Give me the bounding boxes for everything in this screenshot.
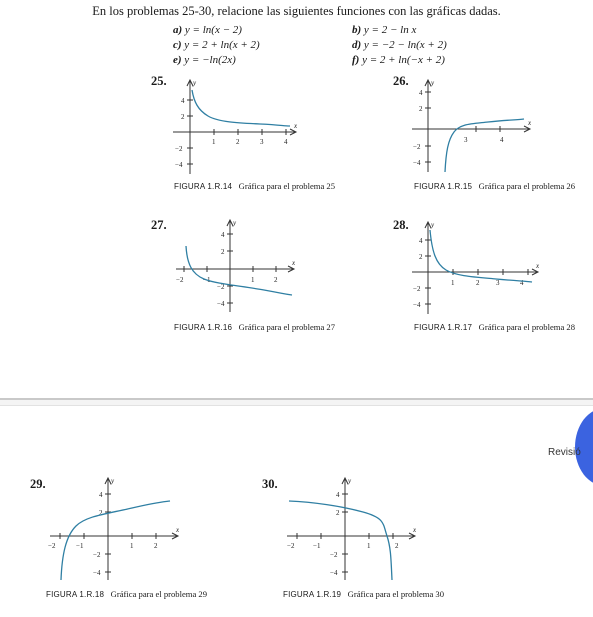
- x-tick-label: 2: [274, 276, 278, 284]
- y-tick-label: 2: [221, 248, 225, 256]
- x-tick-label: −1: [203, 276, 211, 284]
- y-tick-label: −2: [175, 145, 183, 153]
- y-axis-label: y: [193, 79, 197, 87]
- caption-text: Gráfica para el problema 28: [478, 322, 576, 332]
- function-d: [352, 39, 447, 51]
- function-label: a): [173, 24, 183, 36]
- function-c: [173, 39, 260, 51]
- figure-number: FIGURA 1.R.14: [174, 182, 233, 191]
- y-tick-label: 4: [419, 237, 423, 245]
- function-label: f): [352, 54, 360, 66]
- figure-caption: [414, 322, 589, 333]
- y-tick-label: −2: [93, 551, 101, 559]
- x-tick-label: −1: [313, 542, 321, 550]
- function-b: [352, 24, 416, 36]
- problem-number: 28.: [393, 218, 409, 232]
- x-tick-label: 2: [154, 542, 158, 550]
- function-expr: y = 2 + ln(x + 2): [184, 39, 260, 51]
- graph-25: [168, 74, 308, 174]
- x-tick-label: 1: [212, 138, 216, 146]
- figure-number: FIGURA 1.R.16: [174, 323, 233, 332]
- function-expr: y = −2 − ln(x + 2): [363, 39, 447, 51]
- revision-label[interactable]: Revisió: [548, 447, 581, 458]
- curve: [61, 501, 170, 580]
- function-expr: y = ln(x − 2): [184, 24, 242, 36]
- figure-number: FIGURA 1.R.17: [414, 323, 473, 332]
- x-tick-label: −1: [76, 542, 84, 550]
- function-f: [352, 54, 445, 66]
- curve: [430, 230, 532, 282]
- function-label: c): [173, 39, 182, 51]
- y-tick-label: 2: [419, 105, 423, 113]
- function-e: [173, 54, 236, 66]
- function-expr: y = −ln(2x): [184, 54, 236, 66]
- y-axis-label: y: [431, 79, 435, 87]
- figure-number: FIGURA 1.R.15: [414, 182, 473, 191]
- x-axis-label: x: [536, 262, 540, 270]
- curve: [192, 90, 290, 126]
- graph-27: [172, 216, 302, 316]
- caption-text: Gráfica para el problema 26: [478, 181, 576, 191]
- x-tick-label: −2: [48, 542, 56, 550]
- figure-caption: [283, 589, 473, 600]
- graph-28: [408, 216, 548, 316]
- x-tick-label: 2: [395, 542, 399, 550]
- figure-caption: [46, 589, 236, 600]
- figure-number: FIGURA 1.R.18: [46, 590, 105, 599]
- function-expr: y = 2 + ln(−x + 2): [362, 54, 445, 66]
- figure-number: FIGURA 1.R.19: [283, 590, 342, 599]
- figure-caption: [414, 181, 579, 192]
- problem-number: 29.: [30, 477, 46, 491]
- problem-number: 25.: [151, 74, 167, 88]
- y-tick-label: −4: [413, 301, 421, 309]
- x-axis-label: x: [294, 122, 298, 130]
- y-tick-label: −2: [217, 283, 225, 291]
- x-tick-label: 4: [284, 138, 288, 146]
- problem-number: 27.: [151, 218, 167, 232]
- figure-caption: [174, 181, 339, 192]
- y-tick-label: −4: [330, 569, 338, 577]
- x-axis-label: x: [413, 526, 417, 534]
- function-label: e): [173, 54, 182, 66]
- x-tick-label: 4: [500, 136, 504, 144]
- x-tick-label: −2: [176, 276, 184, 284]
- curve: [445, 119, 524, 172]
- y-tick-label: 2: [336, 509, 340, 517]
- x-tick-label: 2: [236, 138, 240, 146]
- y-tick-label: 4: [419, 89, 423, 97]
- x-tick-label: −2: [287, 542, 295, 550]
- y-tick-label: −4: [413, 159, 421, 167]
- function-a: [173, 24, 242, 36]
- graph-29: [46, 474, 186, 584]
- function-label: b): [352, 24, 362, 36]
- y-tick-label: 2: [419, 253, 423, 261]
- function-expr: y = 2 − ln x: [363, 24, 417, 36]
- problem-number: 26.: [393, 74, 409, 88]
- problem-intro: En los problemas 25-30, relacione las siguientes funciones con las gráficas dadas.: [92, 4, 501, 18]
- x-tick-label: 3: [464, 136, 468, 144]
- caption-text: Gráfica para el problema 30: [347, 589, 445, 599]
- x-tick-label: 3: [260, 138, 264, 146]
- y-tick-label: 4: [336, 491, 340, 499]
- y-tick-label: 2: [99, 509, 103, 517]
- caption-text: Gráfica para el problema 25: [238, 181, 336, 191]
- y-tick-label: −2: [413, 285, 421, 293]
- graph-26: [408, 74, 543, 174]
- x-tick-label: 1: [451, 279, 455, 287]
- curve: [289, 501, 392, 580]
- figure-caption: [174, 322, 339, 333]
- caption-text: Gráfica para el problema 29: [110, 589, 208, 599]
- page-separator: [0, 405, 593, 406]
- y-tick-label: −4: [175, 161, 183, 169]
- x-tick-label: 3: [496, 279, 500, 287]
- x-tick-label: 1: [130, 542, 134, 550]
- y-tick-label: −2: [413, 143, 421, 151]
- x-tick-label: 4: [520, 279, 524, 287]
- caption-text: Gráfica para el problema 27: [238, 322, 336, 332]
- x-axis-label: x: [528, 119, 532, 127]
- y-tick-label: 4: [221, 231, 225, 239]
- graph-30: [283, 474, 423, 584]
- problem-number: 30.: [262, 477, 278, 491]
- y-tick-label: 2: [181, 113, 185, 121]
- y-tick-label: −4: [217, 300, 225, 308]
- y-tick-label: 4: [99, 491, 103, 499]
- y-axis-label: y: [233, 219, 237, 227]
- x-tick-label: 2: [476, 279, 480, 287]
- x-tick-label: 1: [251, 276, 255, 284]
- function-label: d): [352, 39, 362, 51]
- x-axis-label: x: [176, 526, 180, 534]
- x-axis-label: x: [292, 259, 296, 267]
- y-axis-label: y: [348, 477, 352, 485]
- x-tick-label: 1: [367, 542, 371, 550]
- y-tick-label: 4: [181, 97, 185, 105]
- y-axis-label: y: [111, 477, 115, 485]
- y-axis-label: y: [431, 221, 435, 229]
- y-tick-label: −2: [330, 551, 338, 559]
- y-tick-label: −4: [93, 569, 101, 577]
